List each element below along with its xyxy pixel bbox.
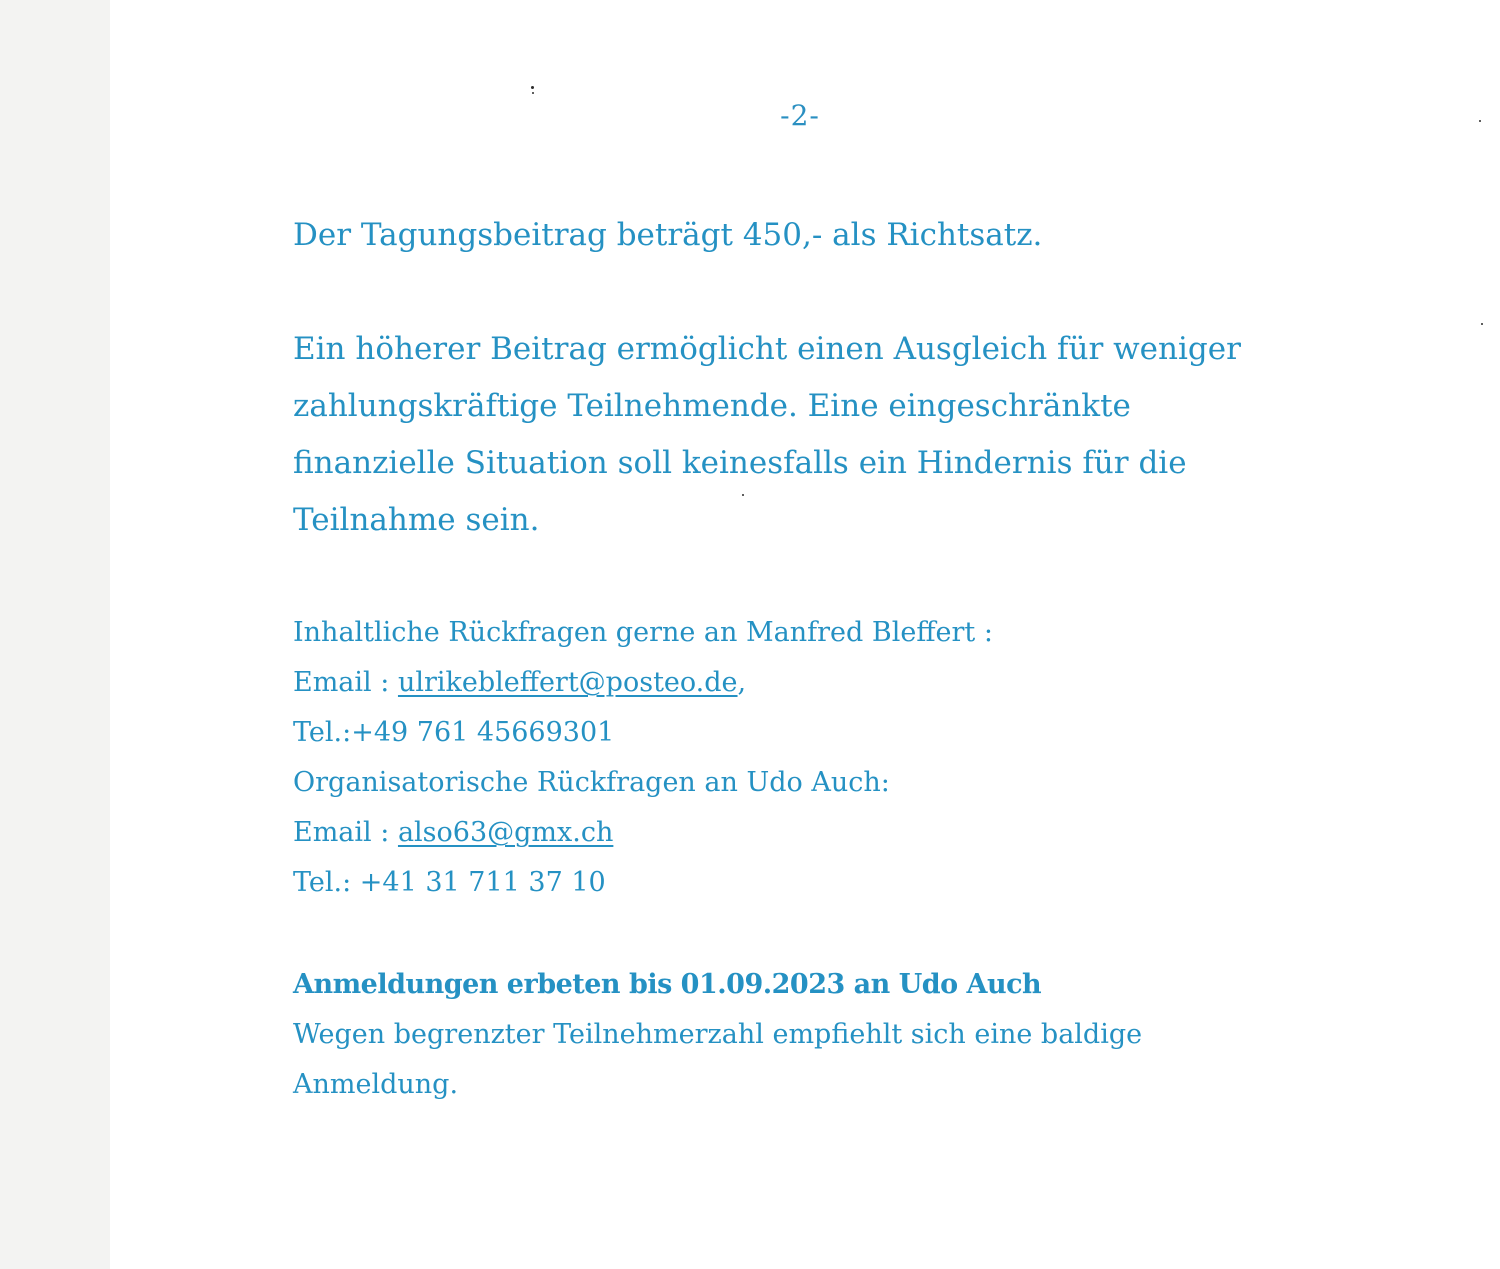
registration-line: Anmeldung. <box>293 1069 459 1100</box>
email-suffix: , <box>737 667 747 698</box>
org-contact-heading: Organisatorische Rückfragen an Udo Auch: <box>293 767 890 798</box>
content-email-link[interactable]: ulrikebleffert@posteo.de <box>397 667 738 698</box>
fee-paragraph: Der Tagungsbeitrag beträgt 450,- als Richtsatz. <box>293 217 1043 253</box>
solidarity-line: zahlungskräftige Teilnehmende. Eine eingeschränkte <box>293 388 1131 424</box>
content-email-line <box>293 658 746 708</box>
registration-line: Wegen begrenzter Teilnehmerzahl empfiehlt sich eine baldige <box>293 1019 1143 1050</box>
content-contact-heading: Inhaltliche Rückfragen gerne an Manfred Bleffert : <box>293 617 993 648</box>
scan-speck <box>742 494 744 496</box>
content-phone: Tel.:+49 761 45669301 <box>293 717 615 748</box>
page-number: -2- <box>780 99 820 132</box>
org-email-link[interactable]: also63@gmx.ch <box>397 817 614 848</box>
solidarity-line: finanzielle Situation soll keinesfalls ein Hindernis für die <box>293 445 1187 481</box>
scan-speck <box>1481 323 1483 325</box>
org-email-line <box>293 808 613 858</box>
scan-speck <box>1479 120 1481 122</box>
solidarity-line: Teilnahme sein. <box>293 502 540 538</box>
registration-heading: Anmeldungen erbeten bis 01.09.2023 an Udo Auch <box>293 969 1042 1000</box>
email-label: Email : <box>293 667 398 698</box>
solidarity-line: Ein höherer Beitrag ermöglicht einen Ausgleich für weniger <box>293 331 1241 367</box>
scan-speck <box>531 86 534 89</box>
email-label: Email : <box>293 817 398 848</box>
org-phone: Tel.: +41 31 711 37 10 <box>293 867 606 898</box>
scan-speck <box>532 92 534 94</box>
